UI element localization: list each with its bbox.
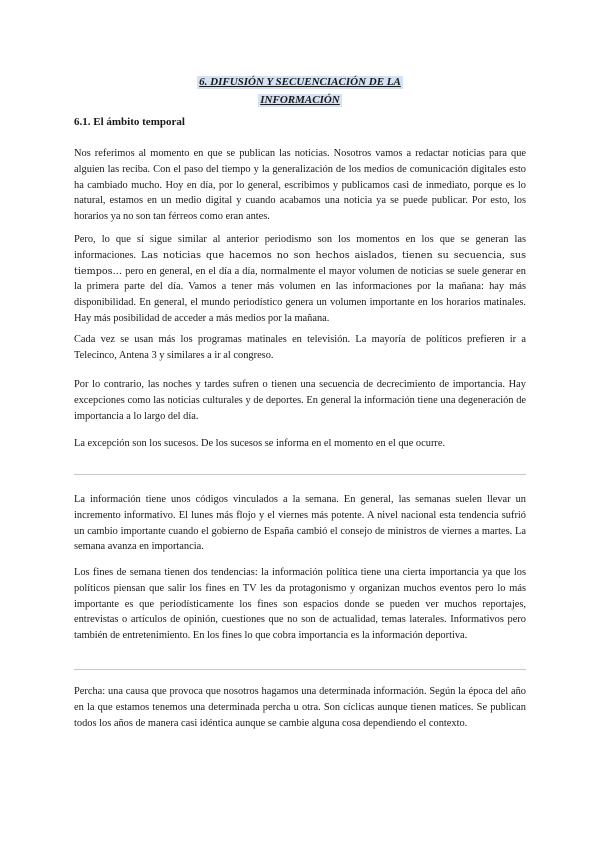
divider-1 xyxy=(74,474,526,475)
paragraph-5: La excepción son los sucesos. De los sucesos se informa en el momento en el que ocurre. xyxy=(74,438,446,449)
paragraph-8: Percha: una causa que provoca que nosotros hagamos una determinada información. Según la época del año en la que estamos tenemos una determinada percha u otra. Son cíclicas aunque tienen matices. Se publican todos los años de manera casi idéntica aunque se cambie alguna cosa dependiendo el contexto. xyxy=(74,686,526,729)
paragraph-2-part-c: pero en general, en el día a día, normalmente el mayor volumen de noticias se suele generar en la primera parte del día. Vamos a tener más volumen en las informaciones por la mañana: hay más disponibilidad. En general, el mundo periodístico genera un volumen importante en los horarios matinales. Hay más posibilidad de acceder a más medios por la mañana. xyxy=(74,265,526,324)
paragraph-4: Por lo contrario, las noches y tardes sufren o tienen una secuencia de decrecimiento de importancia. Hay excepciones como las noticias culturales y de deportes. En general la información tiene una degeneración de importancia a lo largo del día. xyxy=(74,379,526,422)
paragraph-3: Cada vez se usan más los programas matinales en televisión. La mayoría de políticos prefieren ir a Telecinco, Antena 3 y similares a ir al congreso. xyxy=(74,334,526,361)
section-heading: 6.1. El ámbito temporal xyxy=(74,116,185,128)
title-line-2: INFORMACIÓN xyxy=(260,94,340,106)
paragraph-2-part-a: Pero, lo que sí sigue similar al anterior periodismo son los momentos en los que se generan las informaciones. xyxy=(74,234,526,261)
document-title xyxy=(0,72,600,108)
paragraph-7: Los fines de semana tienen dos tendencias: la información política tiene una cierta importancia ya que los políticos piensan que salir los fines en TV les da protagonismo y organizan muchos eventos pero lo más importante es que periodísticamente los fines son espacios donde se pueden ver muchos reportajes, entrevistas o artículos de opinión, cuestiones que no son de actualidad, temas laterales. Informativos pero también de entretenimiento. En los fines lo que cobra importancia es la información deportiva. xyxy=(74,567,526,642)
paragraph-1: Nos referimos al momento en que se publican las noticias. Nosotros vamos a redactar noticias para que alguien las reciba. Con el paso del tiempo y la generalización de los medios de comunicación digitales esto ha cambiado mucho. Hoy en día, por lo general, escribimos y publicamos casi de inmediato, porque es lo natural, estamos en un medio digital y cuando acabamos una noticia ya se puede publicar. Por esto, los horarios ya no son tan férreos como eran antes. xyxy=(74,148,526,223)
paragraph-2 xyxy=(74,232,526,327)
divider-2 xyxy=(74,669,526,670)
title-line-1: 6. DIFUSIÓN Y SECUENCIACIÓN DE LA xyxy=(199,76,401,88)
paragraph-6: La información tiene unos códigos vinculados a la semana. En general, las semanas suelen llevar un incremento informativo. El lunes más flojo y el viernes más potente. A nivel nacional esta tendencia sufrió un cambio importante cuando el gobierno de España cambió el consejo de ministros de viernes a martes. La semana avanza en importancia. xyxy=(74,494,526,553)
paragraph-2-part-b: Las noticias que hacemos no son hechos aislados, tienen su secuencia, sus tiempos… xyxy=(74,249,526,277)
